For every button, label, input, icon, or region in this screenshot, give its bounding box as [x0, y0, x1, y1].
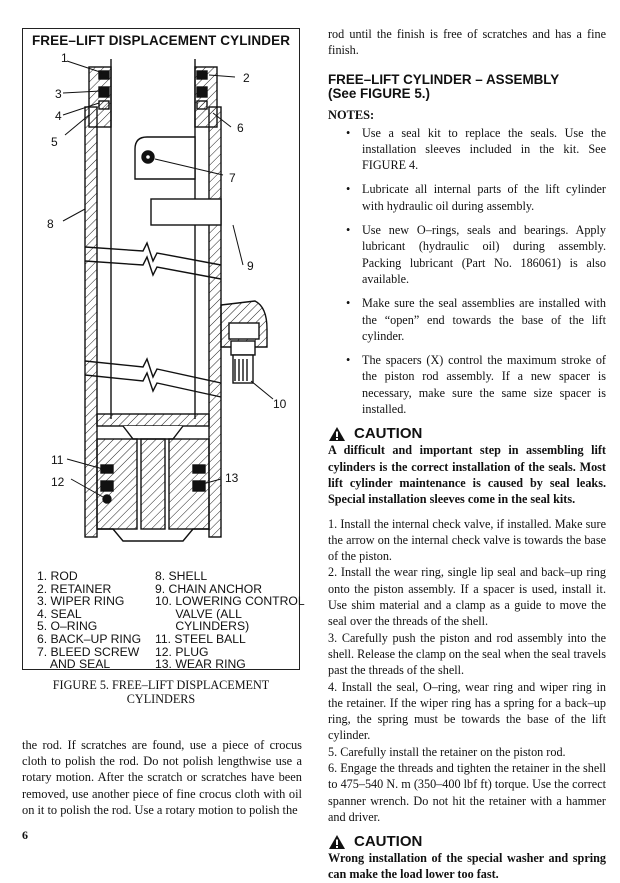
note-item [328, 222, 606, 287]
step-item: 3. Carefully push the piston and rod assembly into the shell. Release the clamp on the seal when the seal travels past the threads of the shell. [328, 630, 606, 678]
figure-caption-line: FIGURE 5. FREE–LIFT DISPLACEMENT [52, 678, 270, 692]
legend-item: VALVE (ALL [155, 606, 242, 621]
legend-item: 8. SHELL [155, 569, 208, 583]
callout-9: 9 [247, 259, 254, 273]
section-heading-line: (See FIGURE 5.) [328, 86, 430, 102]
note-text: Use a seal kit to replace the seals. Use the installation sleeves included in the kit. See FIGURE 4. [362, 125, 606, 173]
caution-heading [328, 425, 606, 442]
callout-11: 11 [51, 453, 64, 467]
callout-8: 8 [47, 217, 54, 231]
section-heading [328, 73, 606, 102]
caution-label: CAUTION [354, 833, 423, 851]
bullet-icon: • [346, 182, 351, 197]
legend-item: 1. ROD [37, 569, 78, 583]
figure-title: FREE–LIFT DISPLACEMENT CYLINDER [31, 33, 291, 48]
warning-triangle-icon [328, 834, 346, 850]
bullet-icon: • [346, 353, 351, 368]
legend-item: 12. PLUG [155, 644, 209, 659]
bullet-icon: • [346, 125, 351, 140]
step-item: 2. Install the wear ring, single lip seal and back–up ring onto the piston assembly. If a spacer is used, install it. Use shim material and a clamp as a guide to move the seal over the threads of the shell. [328, 565, 606, 629]
legend-item: 11. STEEL BALL [155, 631, 246, 646]
assembly-steps [328, 516, 606, 826]
note-text: Use new O–rings, seals and bearings. Apply lubricant (hydraulic oil) during assembly. Packing lubricant (Part No. 186061) is also available. [362, 223, 606, 286]
left-body-text: the rod. If scratches are found, use a piece of crocus cloth to polish the rod. Do not polish lengthwise use a rotary motion. After the scratch or scratches have been removed, use another piece of fine crocus cloth with oil on it to polish the rod. Use a rotary motion to polish the [22, 738, 302, 817]
bullet-icon: • [346, 223, 351, 238]
legend-left-column [37, 570, 141, 671]
intro-paragraph: rod until the finish is free of scratches and has a fine finish. [328, 27, 606, 58]
step-item: 6. Engage the threads and tighten the retainer in the shell to 475–540 N. m (350–400 lbf ft) torque. Use the correct spanner wrench. Do not hit the retainer with a hammer and driver. [328, 760, 606, 824]
note-text: The spacers (X) control the maximum stroke of the piston rod assembly. If a new spacer is necessary, make sure the same size spacer is installed. [362, 353, 606, 417]
legend-item: 5. O–RING [37, 619, 98, 634]
page-number: 6 [22, 828, 28, 842]
note-item [328, 181, 606, 214]
bullet-icon: • [346, 296, 351, 311]
caution-heading [328, 833, 606, 850]
legend-item: 7. BLEED SCREW [37, 644, 140, 659]
step-item: 4. Install the seal, O–ring, wear ring and wiper ring in the retainer. If the wiper ring has a spring for a back–up ring, the spring must be towards the base of the lift cylinder. [328, 679, 606, 743]
note-item [328, 125, 606, 174]
cylinder-diagram [23, 29, 299, 569]
note-text: Make sure the seal assemblies are installed with the “open” end towards the base of the lift cylinder. [362, 296, 606, 343]
note-item [328, 295, 606, 344]
warning-triangle-icon [328, 426, 346, 442]
callout-4: 4 [55, 109, 62, 123]
legend-item: 13. WEAR RING [155, 657, 246, 672]
step-item: 1. Install the internal check valve, if installed. Make sure the arrow on the internal check valve is towards the base of the piston. [328, 516, 606, 564]
callout-7: 7 [229, 171, 236, 185]
note-text: Lubricate all internal parts of the lift cylinder with hydraulic oil during assembly. [362, 182, 606, 213]
callout-13: 13 [225, 471, 239, 485]
legend-item: 4. SEAL [37, 606, 82, 621]
legend-right-column [155, 570, 305, 671]
callout-1: 1 [61, 51, 68, 65]
caution-label: CAUTION [354, 425, 423, 443]
callout-12: 12 [51, 475, 65, 489]
legend-item: AND SEAL [37, 657, 111, 672]
callout-5: 5 [51, 135, 58, 149]
legend-item: CYLINDERS) [155, 619, 250, 634]
callout-2: 2 [243, 71, 250, 85]
caution-text: A difficult and important step in assembling lift cylinders is the correct installation of the seals. Most lift cylinder maintenance is caused by seal leaks. Special installation sleeves come in the seal kits. [328, 443, 606, 507]
figure-caption [22, 678, 300, 706]
figure-box [22, 28, 305, 672]
note-item [328, 352, 606, 417]
callout-6: 6 [237, 121, 244, 135]
figure-caption-line: CYLINDERS [126, 692, 196, 706]
legend-item: 9. CHAIN ANCHOR [155, 581, 262, 596]
legend-item: 10. LOWERING CONTROL [155, 594, 305, 609]
callout-10: 10 [273, 397, 287, 411]
legend-item: 6. BACK–UP RING [37, 631, 142, 646]
section-heading-line: FREE–LIFT CYLINDER – ASSEMBLY [328, 71, 560, 87]
callout-3: 3 [55, 87, 62, 101]
step-item: 5. Carefully install the retainer on the piston rod. [328, 744, 566, 759]
notes-list [328, 125, 606, 418]
caution-text: Wrong installation of the special washer and spring can make the load lower too fast. [328, 851, 606, 882]
legend-item: 2. RETAINER [37, 581, 112, 596]
notes-label: NOTES: [328, 107, 375, 122]
legend-item: 3. WIPER RING [37, 594, 125, 609]
right-column [328, 0, 606, 883]
